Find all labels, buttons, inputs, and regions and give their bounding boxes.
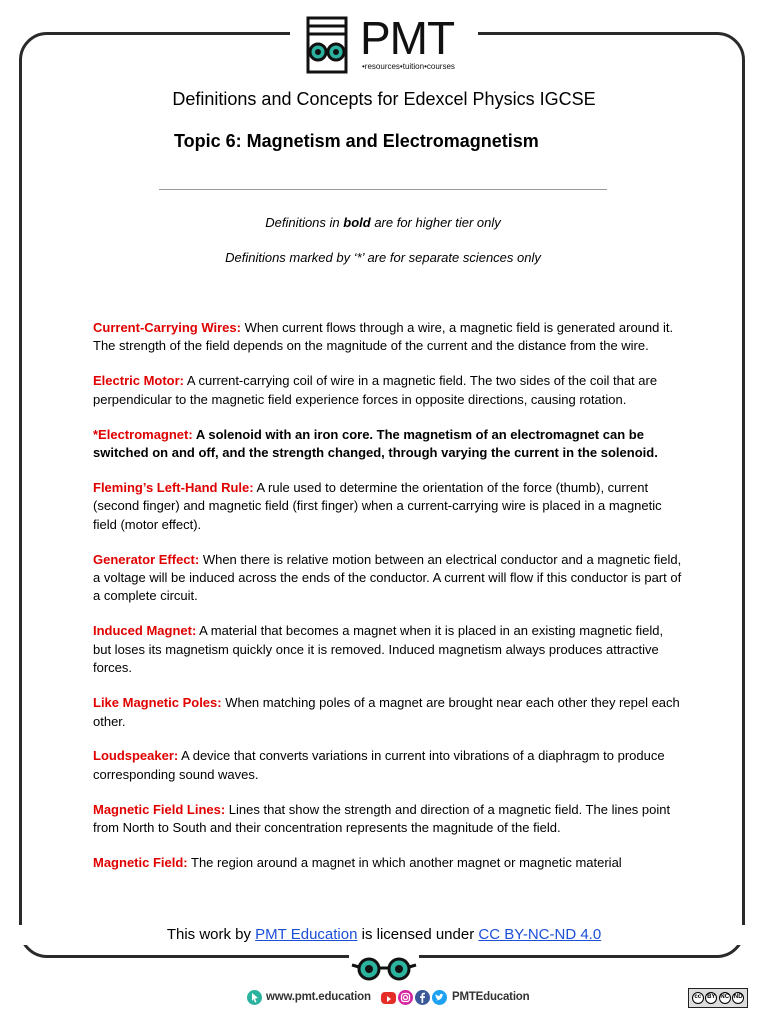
facebook-icon[interactable] xyxy=(415,990,430,1005)
definition-term: Magnetic Field Lines: xyxy=(93,801,226,817)
note-bold-word: bold xyxy=(343,215,371,230)
definition-text: Lines that show the strength and direction of a magnetic field. The lines point from North to South and their concentration represents the magnitude of the field. xyxy=(93,801,671,836)
definition-text: The region around a magnet in which another magnet or magnetic material xyxy=(187,855,622,871)
definition-term: Magnetic Field: xyxy=(93,855,188,871)
definition-item xyxy=(93,854,683,872)
definition-term: Generator Effect: xyxy=(93,551,200,567)
pmt-logo xyxy=(290,14,478,78)
footer xyxy=(0,988,768,1010)
youtube-icon[interactable] xyxy=(381,992,396,1004)
definition-text: A rule used to determine the orientation of the force (thumb), current (second finger) and magnetic field (first finger) when a current-carrying wire is placed in a magnetic field (motor effect). xyxy=(93,479,662,532)
definition-text: A solenoid with an iron core. The magnetism of an electromagnet can be switched on and off, and the strength changed, through varying the current in the solenoid. xyxy=(93,426,658,461)
social-handle: PMTEducation xyxy=(452,991,530,1003)
definition-item xyxy=(93,694,683,731)
definition-text: A material that becomes a magnet when it is placed in an existing magnetic field, but loses its magnetism quickly once it is removed. Induced magnetism always produces attractive forces. xyxy=(93,623,664,676)
logo-title: PMT xyxy=(360,12,455,64)
definition-item xyxy=(93,372,683,409)
cursor-icon xyxy=(247,990,262,1005)
definition-text: When there is relative motion between an electrical conductor and a magnetic field, a voltage will be induced across the ends of the conductor. A current will flow if this conductor is part of a complete circuit. xyxy=(93,551,682,604)
attribution-icon: BY xyxy=(705,992,717,1004)
definition-term: *Electromagnet: xyxy=(93,426,193,442)
divider xyxy=(159,189,607,190)
noderivatives-icon: ND xyxy=(732,992,744,1004)
definition-item xyxy=(93,801,683,838)
document-title: Definitions and Concepts for Edexcel Physics IGCSE xyxy=(172,89,596,109)
topic-title: Topic 6: Magnetism and Electromagnetism xyxy=(174,131,539,151)
definition-item xyxy=(93,622,683,677)
definition-term: Loudspeaker: xyxy=(93,748,179,764)
definition-term: Current-Carrying Wires: xyxy=(93,320,241,335)
definition-text: When matching poles of a magnet are brought near each other they repel each other. xyxy=(93,695,680,729)
definition-text: When current flows through a wire, a magnetic field is generated around it. The strength of the field depends on the magnitude of the current and the distance from the wire. xyxy=(93,320,674,354)
definition-text: A device that converts variations in current into vibrations of a diaphragm to produce corresponding sound waves. xyxy=(93,748,665,782)
book-glasses-icon xyxy=(298,14,356,74)
definition-item xyxy=(93,479,683,534)
note-suffix: are for higher tier only xyxy=(370,215,501,230)
license-line xyxy=(0,925,768,945)
definition-term: Like Magnetic Poles: xyxy=(93,695,222,711)
license-prefix: This work by xyxy=(166,926,256,943)
definition-item xyxy=(93,319,683,356)
logo-tagline: •resources•tuition•courses xyxy=(362,62,455,71)
noncommercial-icon: NC xyxy=(719,992,731,1004)
definition-term: Induced Magnet: xyxy=(93,623,197,639)
instagram-icon[interactable] xyxy=(398,990,413,1005)
separate-sciences-note: Definitions marked by ‘*’ are for separate sciences only xyxy=(225,250,541,265)
license-middle: is licensed under xyxy=(357,926,479,943)
definition-term: Electric Motor: xyxy=(93,373,185,389)
higher-tier-note xyxy=(0,215,766,231)
note-prefix: Definitions in xyxy=(265,215,344,230)
definition-item xyxy=(93,551,683,606)
cc-license-badge[interactable] xyxy=(688,988,748,1008)
twitter-icon[interactable] xyxy=(432,990,447,1005)
definitions-list xyxy=(93,319,683,889)
definition-item xyxy=(93,426,683,463)
cc-license-link[interactable]: CC BY-NC-ND 4.0 xyxy=(478,926,602,943)
glasses-icon xyxy=(349,955,419,985)
definition-text: A current-carrying coil of wire in a magnetic field. The two sides of the coil that are perpendicular to the magnetic field experience forces in opposite directions, causing rotation. xyxy=(93,373,658,407)
cc-icon: cc xyxy=(692,992,704,1004)
website-link[interactable]: www.pmt.education xyxy=(266,991,371,1003)
definition-term: Fleming’s Left-Hand Rule: xyxy=(93,479,254,495)
pmt-education-link[interactable]: PMT Education xyxy=(255,926,358,943)
definition-item xyxy=(93,747,683,784)
